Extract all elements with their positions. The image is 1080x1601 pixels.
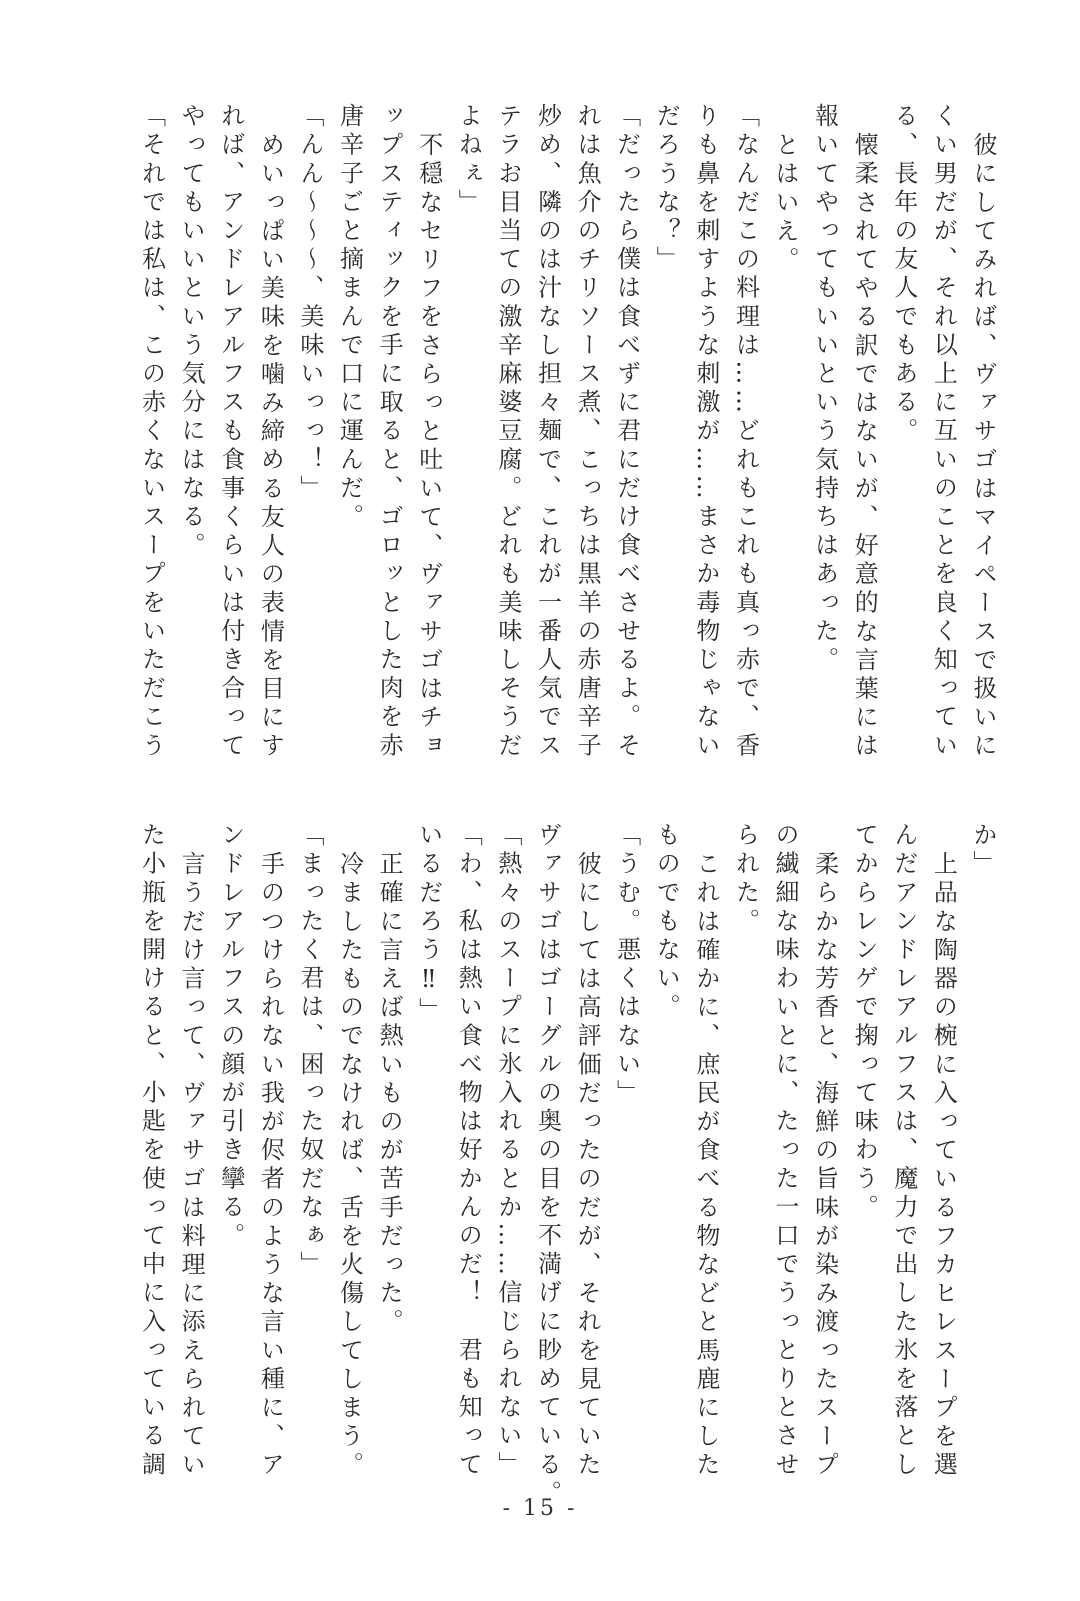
text-line: 「それでは私は、この赤くないスープをいただこう (137, 103, 166, 761)
text-line: 「だったら僕は食べずに君にだけ食べさせるよ。そ (612, 103, 641, 761)
text-line: 手のつけられない我が侭者のような言い種に、ア (256, 850, 285, 1480)
text-line: くい男だが、それ以上に互いのことを良く知ってい (929, 103, 958, 761)
text-line: ップスティックを手に取ると、ゴロッとした肉を赤 (375, 103, 404, 761)
text-line: 「なんだこの料理は……どれもこれも真っ赤で、香 (731, 103, 760, 761)
text-line: 「んん〜〜〜、美味いっっ！」 (295, 103, 324, 504)
text-line: 柔らかな芳香と、海鮮の旨味が染み渡ったスープ (810, 850, 839, 1480)
text-line: か」 (969, 822, 997, 880)
text-line: んだアンドレアルフスは、魔力で出した氷を落とし (889, 822, 918, 1480)
text-line: 「うむ。悪くはない」 (612, 822, 641, 1108)
text-line: 報いてやってもいいという気持ちはあった。 (810, 103, 839, 675)
page-number: - 15 - (502, 1496, 578, 1521)
text-line: やってもいいという気分にはなる。 (177, 103, 206, 561)
text-line: とはいえ。 (771, 131, 800, 275)
text-line: れは魚介のチリソース煮、こっちは黒羊の赤唐辛子 (573, 103, 602, 761)
text-line: 彼にしてみれば、ヴァサゴはマイペースで扱いに (969, 131, 997, 761)
text-block-upper (131, 103, 1002, 763)
text-line: いるだろう‼」 (414, 822, 443, 1027)
text-line: 懐柔されてやる訳ではないが、好意的な言葉には (850, 131, 879, 761)
text-line: テラお目当ての激辛麻婆豆腐。どれも美味しそうだ (493, 103, 522, 761)
text-line: る、長年の友人でもある。 (889, 103, 918, 447)
text-line: ものでもない。 (652, 822, 681, 1023)
text-line: 不穏なセリフをさらっと吐いて、ヴァサゴはチョ (414, 131, 443, 761)
text-line: 言うだけ言って、ヴァサゴは料理に添えられてい (177, 850, 206, 1480)
text-line: これは確かに、庶民が食べる物などと馬鹿にした (691, 850, 720, 1480)
text-line: 「熱々のスープに氷入れるとか……信じられない」 (493, 822, 522, 1480)
text-line: の繊細な味わいとに、たった一口でうっとりとさせ (771, 822, 800, 1480)
text-line: 「まったく君は、困った奴だなぁ」 (295, 822, 324, 1280)
text-line: 炒め、隣のは汁なし担々麺で、これが一番人気でス (533, 103, 562, 761)
text-line: 彼にしては高評価だったのだが、それを見ていた (573, 850, 602, 1480)
text-line: りも鼻を刺すような刺激が……まさか毒物じゃない (691, 103, 720, 761)
text-line: だろうな？」 (652, 103, 681, 275)
text-line: 「わ、私は熱い食べ物は好かんのだ！ 君も知って (454, 822, 483, 1480)
text-line: 上品な陶器の椀に入っているフカヒレスープを選 (929, 850, 958, 1480)
text-line: た小瓶を開けると、小匙を使って中に入っている調 (137, 822, 166, 1480)
text-line: よねぇ」 (454, 103, 483, 218)
text-line: 正確に言えば熱いものが苦手だった。 (375, 850, 404, 1337)
text-line: めいっぱい美味を噛み締める友人の表情を目にす (256, 131, 285, 761)
text-line: られた。 (731, 822, 760, 937)
text-line: ヴァサゴはゴーグルの奥の目を不満げに眇めている。 (533, 822, 562, 1509)
text-line: てからレンゲで掬って味わう。 (850, 822, 879, 1223)
text-line: れば、アンドレアルフスも食事くらいは付き合って (216, 103, 245, 761)
text-line: 唐辛子ごと摘まんで口に運んだ。 (335, 103, 364, 532)
text-line: ンドレアルフスの顔が引き攣る。 (216, 822, 245, 1251)
text-line: 冷ましたものでなければ、舌を火傷してしまう。 (335, 850, 364, 1480)
